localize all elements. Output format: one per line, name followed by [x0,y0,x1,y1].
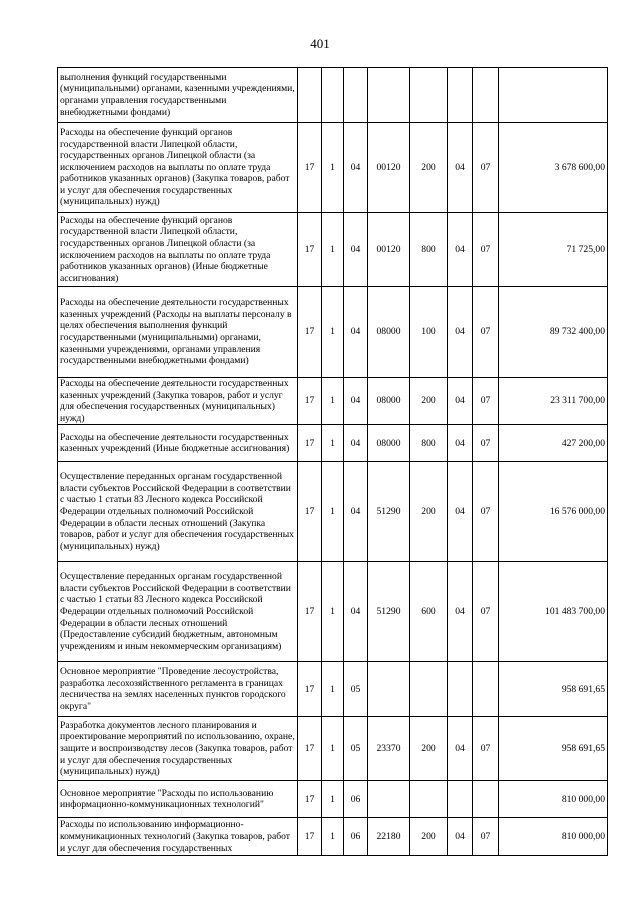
code-cell: 17 [298,462,322,562]
code-cell: 17 [298,781,322,818]
code-cell: 17 [298,717,322,781]
code-cell: 04 [344,462,368,562]
code-cell: 07 [473,717,499,781]
code-cell: 17 [298,213,322,287]
code-cell: 600 [410,562,448,662]
row-description: выполнения функций государственными (муниципальными) органами, казенными учреждениями, органами управления государственными внебюджетными фондами) [58,68,298,123]
code-cell [473,68,499,123]
code-cell: 04 [448,213,473,287]
code-cell: 1 [322,287,344,378]
code-cell: 06 [344,818,368,856]
code-cell: 800 [410,425,448,462]
code-cell: 1 [322,562,344,662]
amount-cell: 958 691,65 [499,717,608,781]
code-cell: 08000 [368,378,410,425]
code-cell: 07 [473,562,499,662]
code-cell [473,781,499,818]
row-description: Осуществление переданных органам государственной власти субъектов Российской Федерации в соответствии с частью 1 статьи 83 Лесного кодекса Российской Федерации отдельных полномочий Российской Федерации в области лесных отношений (Закупка товаров, работ и услуг для обеспечения государственных (муниципальных) нужд) [58,462,298,562]
code-cell: 07 [473,462,499,562]
row-description: Разработка документов лесного планирования и проектирование мероприятий по использованию, охране, защите и воспроизводству лесов (Закупка товаров, работ и услуг для обеспечения государственных (муниципальных) нужд) [58,717,298,781]
table-row [58,462,608,562]
table-row [58,781,608,818]
table-row [58,123,608,213]
budget-table [57,67,608,856]
code-cell: 17 [298,818,322,856]
table-row [58,717,608,781]
amount-cell: 427 200,00 [499,425,608,462]
code-cell: 07 [473,213,499,287]
code-cell: 17 [298,662,322,717]
code-cell: 1 [322,123,344,213]
amount-cell: 16 576 000,00 [499,462,608,562]
amount-cell: 23 311 700,00 [499,378,608,425]
code-cell [448,781,473,818]
code-cell: 04 [448,287,473,378]
amount-cell [499,68,608,123]
code-cell: 200 [410,462,448,562]
table-row [58,662,608,717]
code-cell: 200 [410,378,448,425]
code-cell: 07 [473,378,499,425]
table-body [58,68,608,856]
code-cell: 51290 [368,462,410,562]
table-row [58,378,608,425]
code-cell: 04 [448,425,473,462]
table-row [58,818,608,856]
code-cell: 07 [473,123,499,213]
code-cell: 17 [298,287,322,378]
code-cell: 04 [344,287,368,378]
code-cell [448,68,473,123]
code-cell [344,68,368,123]
row-description: Основное мероприятие "Расходы по использованию информационно-коммуникационных технологий" [58,781,298,818]
table-row [58,213,608,287]
amount-cell: 89 732 400,00 [499,287,608,378]
code-cell: 00120 [368,213,410,287]
code-cell: 200 [410,123,448,213]
code-cell: 1 [322,717,344,781]
amount-cell: 810 000,00 [499,781,608,818]
code-cell: 05 [344,717,368,781]
code-cell [368,68,410,123]
code-cell: 04 [448,378,473,425]
code-cell [298,68,322,123]
code-cell: 04 [448,717,473,781]
code-cell: 17 [298,123,322,213]
code-cell [410,781,448,818]
code-cell: 04 [344,378,368,425]
code-cell: 1 [322,425,344,462]
row-description: Расходы по использованию информационно-коммуникационных технологий (Закупка товаров, работ и услуг для обеспечения государственных [58,818,298,856]
code-cell: 1 [322,781,344,818]
code-cell [368,781,410,818]
row-description: Осуществление переданных органам государственной власти субъектов Российской Федерации в соответствии с частью 1 статьи 83 Лесного кодекса Российской Федерации отдельных полномочий Российской Федерации в области лесных отношений (Предоставление субсидий бюджетным, автономным учреждениям и иным некоммерческим организациям) [58,562,298,662]
row-description: Расходы на обеспечение деятельности государственных казенных учреждений (Иные бюджетные ассигнования) [58,425,298,462]
table-row [58,562,608,662]
code-cell: 08000 [368,287,410,378]
code-cell: 04 [448,123,473,213]
code-cell [473,662,499,717]
code-cell [322,68,344,123]
row-description: Расходы на обеспечение деятельности государственных казенных учреждений (Закупка товаров, работ и услуг для обеспечения государственных (муниципальных) нужд) [58,378,298,425]
amount-cell: 71 725,00 [499,213,608,287]
amount-cell: 3 678 600,00 [499,123,608,213]
code-cell: 00120 [368,123,410,213]
code-cell: 04 [344,425,368,462]
code-cell [410,662,448,717]
row-description: Расходы на обеспечение функций органов государственной власти Липецкой области, государственных органов Липецкой области (за исключением расходов на выплаты по оплате труда работников указанных органов) (Закупка товаров, работ и услуг для обеспечения государственных (муниципальных) нужд) [58,123,298,213]
row-description: Расходы на обеспечение деятельности государственных казенных учреждений (Расходы на выплаты персоналу в целях обеспечения выполнения функций государственными (муниципальными) органами, казенными учреждениями, органами управления государственными внебюджетными фондами) [58,287,298,378]
code-cell [368,662,410,717]
table-row [58,287,608,378]
code-cell [448,662,473,717]
amount-cell: 958 691,65 [499,662,608,717]
code-cell: 07 [473,818,499,856]
amount-cell: 810 000,00 [499,818,608,856]
code-cell: 200 [410,717,448,781]
code-cell: 1 [322,662,344,717]
code-cell [410,68,448,123]
table-row [58,425,608,462]
code-cell: 04 [448,462,473,562]
code-cell: 08000 [368,425,410,462]
code-cell: 05 [344,662,368,717]
code-cell: 200 [410,818,448,856]
code-cell: 22180 [368,818,410,856]
amount-cell: 101 483 700,00 [499,562,608,662]
table-row [58,68,608,123]
code-cell: 100 [410,287,448,378]
row-description: Основное мероприятие "Проведение лесоустройства, разработка лесохозяйственного регламента в границах лесничества на землях населенных пунктов городского округа" [58,662,298,717]
code-cell: 1 [322,378,344,425]
code-cell: 51290 [368,562,410,662]
page-number: 401 [310,36,330,51]
code-cell: 04 [344,213,368,287]
code-cell: 04 [344,562,368,662]
code-cell: 07 [473,287,499,378]
code-cell: 06 [344,781,368,818]
code-cell: 23370 [368,717,410,781]
code-cell: 1 [322,462,344,562]
code-cell: 1 [322,818,344,856]
code-cell: 1 [322,213,344,287]
code-cell: 17 [298,562,322,662]
code-cell: 04 [448,562,473,662]
code-cell: 04 [344,123,368,213]
code-cell: 17 [298,378,322,425]
code-cell: 04 [448,818,473,856]
row-description: Расходы на обеспечение функций органов государственной власти Липецкой области, государственных органов Липецкой области (за исключением расходов на выплаты по оплате труда работников указанных органов) (Иные бюджетные ассигнования) [58,213,298,287]
code-cell: 800 [410,213,448,287]
code-cell: 07 [473,425,499,462]
code-cell: 17 [298,425,322,462]
